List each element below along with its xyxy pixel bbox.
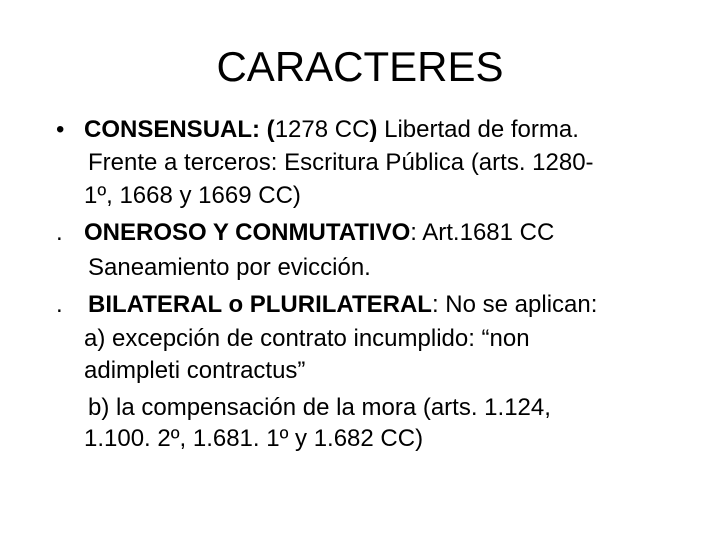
bold-label-oneroso: ONEROSO Y CONMUTATIVO	[84, 219, 411, 246]
bullet-line-consensual	[84, 115, 579, 145]
slide-title: CARACTERES	[216, 43, 504, 90]
continuation-line: Saneamiento por evicción.	[88, 254, 371, 281]
continuation-line: Frente a terceros: Escritura Pública (arts. 1280-	[88, 149, 594, 176]
bold-open-paren: (	[260, 116, 275, 143]
bold-label-consensual: CONSENSUAL:	[84, 116, 261, 143]
continuation-line: 1.100. 2º, 1.681. 1º y 1.682 CC)	[84, 425, 424, 452]
article-reference: 1278 CC	[274, 116, 370, 143]
continuation-line: a) excepción de contrato incumplido: “non	[84, 325, 530, 352]
bullet-line-bilateral	[88, 290, 597, 320]
bold-label-bilateral: BILATERAL o PLURILATERAL	[88, 291, 432, 318]
continuation-line: b) la compensación de la mora (arts. 1.124,	[88, 394, 551, 421]
continuation-line: adimpleti contractus”	[84, 357, 306, 384]
bullet-marker: .	[56, 291, 63, 318]
bullet-line-oneroso	[84, 218, 554, 248]
continuation-line: 1º, 1668 y 1669 CC)	[84, 182, 301, 209]
bullet-marker: .	[56, 219, 63, 246]
bold-close-paren: )	[369, 116, 378, 143]
line-text: : Art.1681 CC	[410, 219, 555, 246]
line-text: : No se aplican:	[431, 291, 598, 318]
bullet-marker: •	[56, 116, 65, 143]
line-text: Libertad de forma.	[377, 116, 579, 143]
